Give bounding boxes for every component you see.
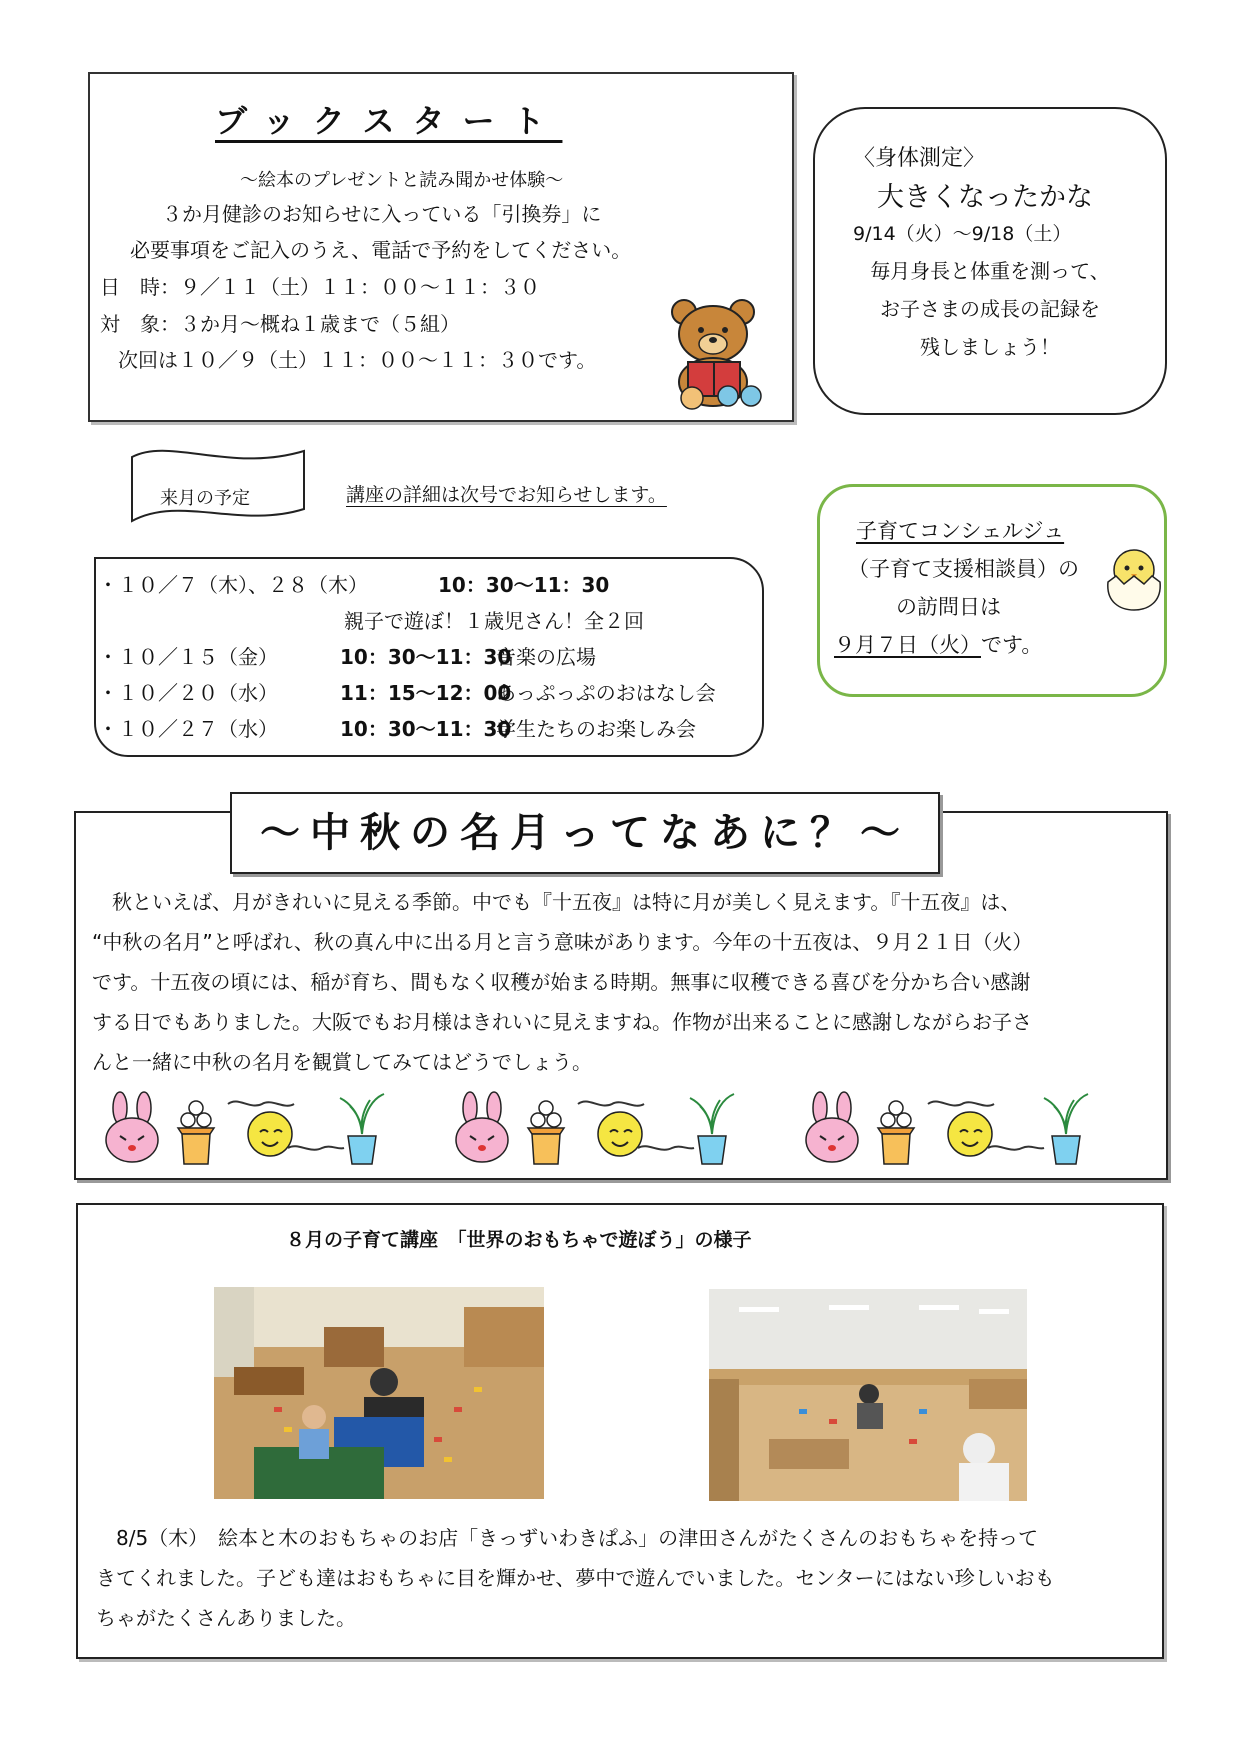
schedule-row bbox=[98, 569, 609, 598]
schedule-date: ・１０／２０（水） bbox=[98, 681, 278, 705]
bookstart-subtitle: ～絵本のプレゼントと読み聞かせ体験～ bbox=[240, 170, 564, 191]
bookstart-line: 次回は１０／９（土）１１：００～１１：３０です。 bbox=[118, 348, 597, 372]
schedule-row bbox=[344, 605, 644, 634]
next-month-label: 来月の予定 bbox=[160, 488, 250, 509]
autumn-title: ～中秋の名月ってなあに？～ bbox=[230, 792, 940, 874]
bookstart-line: 必要事項をご記入のうえ、電話で予約をしてください。 bbox=[130, 238, 632, 262]
schedule-box bbox=[94, 557, 764, 757]
schedule-time: 11：15～12：00 bbox=[340, 681, 512, 705]
concierge-date-line bbox=[834, 629, 1042, 659]
schedule-row bbox=[98, 641, 596, 670]
schedule-date: ・１０／７（木）、２８（木） bbox=[98, 573, 368, 597]
autumn-line: 秋といえば、月がきれいに見える季節。中でも『十五夜』は特に月が美しく見えます。『十五夜』は、 bbox=[112, 890, 1021, 914]
schedule-row bbox=[98, 677, 716, 706]
autumn-decoration-border bbox=[104, 1090, 1140, 1166]
lecture-note: 講座の詳細は次号でお知らせします。 bbox=[346, 484, 667, 506]
autumn-line: んと一緒に中秋の名月を観賞してみてはどうでしょう。 bbox=[92, 1050, 592, 1074]
schedule-date: ・１０／２７（水） bbox=[98, 717, 278, 741]
workshop-title: ８月の子育て講座 「世界のおもちゃで遊ぼう」の様子 bbox=[286, 1229, 752, 1251]
measurement-line: お子さまの成長の記録を bbox=[880, 297, 1100, 321]
autumn-line: する日でもありました。大阪でもお月様はきれいに見えますね。作物が出来ることに感謝しながらお子さ bbox=[92, 1010, 1032, 1034]
concierge-date: ９月７日（火） bbox=[834, 633, 981, 657]
autumn-line: です。十五夜の頃には、稲が育ち、間もなく収穫が始まる時期。無事に収穫できる喜びを分かち合い感謝 bbox=[92, 970, 1031, 994]
measurement-line: 毎月身長と体重を測って、 bbox=[870, 259, 1110, 283]
bookstart-title: ブックスタート bbox=[215, 102, 563, 140]
concierge-line: 子育てコンシェルジュ bbox=[856, 519, 1065, 543]
measurement-heading: 〈身体測定〉 bbox=[853, 146, 986, 171]
measurement-box bbox=[813, 107, 1167, 415]
workshop-paragraph bbox=[96, 1518, 1146, 1638]
workshop-photo bbox=[214, 1287, 544, 1499]
measurement-line: 残しましょう！ bbox=[920, 335, 1060, 359]
schedule-time: 10：30～11：30 bbox=[340, 645, 512, 669]
bookstart-line: 日 時：９／１１（土）１１：００～１１：３０ bbox=[100, 275, 540, 299]
schedule-title: 親子で遊ぼ！１歳児さん！全２回 bbox=[344, 609, 644, 633]
bear-reading-icon bbox=[658, 292, 788, 414]
workshop-photo bbox=[709, 1289, 1027, 1501]
measurement-title: 大きくなったかな bbox=[877, 182, 1093, 213]
bookstart-line: 対 象：３か月～概ね１歳まで（５組） bbox=[100, 312, 460, 336]
chick-in-egg-icon bbox=[1102, 542, 1166, 612]
workshop-line: 8/5（木） 絵本と木のおもちゃのお店「きっずいわきぱふ」の津田さんがたくさんのおもちゃを持って bbox=[116, 1526, 1039, 1550]
schedule-row bbox=[98, 713, 696, 742]
autumn-paragraph bbox=[92, 882, 1152, 1082]
schedule-title: 音楽の広場 bbox=[496, 645, 596, 669]
schedule-time: 10：30～11：30 bbox=[340, 717, 512, 741]
workshop-line: ちゃがたくさんありました。 bbox=[96, 1606, 356, 1630]
concierge-line: の訪問日は bbox=[896, 595, 1001, 619]
bookstart-line: ３か月健診のお知らせに入っている「引換券」に bbox=[162, 202, 602, 226]
schedule-time: 10：30～11：30 bbox=[438, 573, 610, 597]
schedule-title: 学生たちのお楽しみ会 bbox=[496, 717, 696, 741]
measurement-dates: 9/14（火）～9/18（土） bbox=[853, 223, 1072, 245]
concierge-box bbox=[817, 484, 1167, 697]
schedule-date: ・１０／１５（金） bbox=[98, 645, 278, 669]
concierge-suffix: です。 bbox=[981, 633, 1043, 657]
bookstart-box bbox=[88, 72, 794, 422]
schedule-title: あっぷっぷのおはなし会 bbox=[496, 681, 716, 705]
concierge-line: （子育て支援相談員）の bbox=[848, 557, 1079, 581]
autumn-line: “中秋の名月”と呼ばれ、秋の真ん中に出る月と言う意味があります。今年の十五夜は、９月２１日（火） bbox=[92, 930, 1033, 954]
workshop-line: きてくれました。子ども達はおもちゃに目を輝かせ、夢中で遊んでいました。センターにはない珍しいおも bbox=[96, 1566, 1055, 1590]
